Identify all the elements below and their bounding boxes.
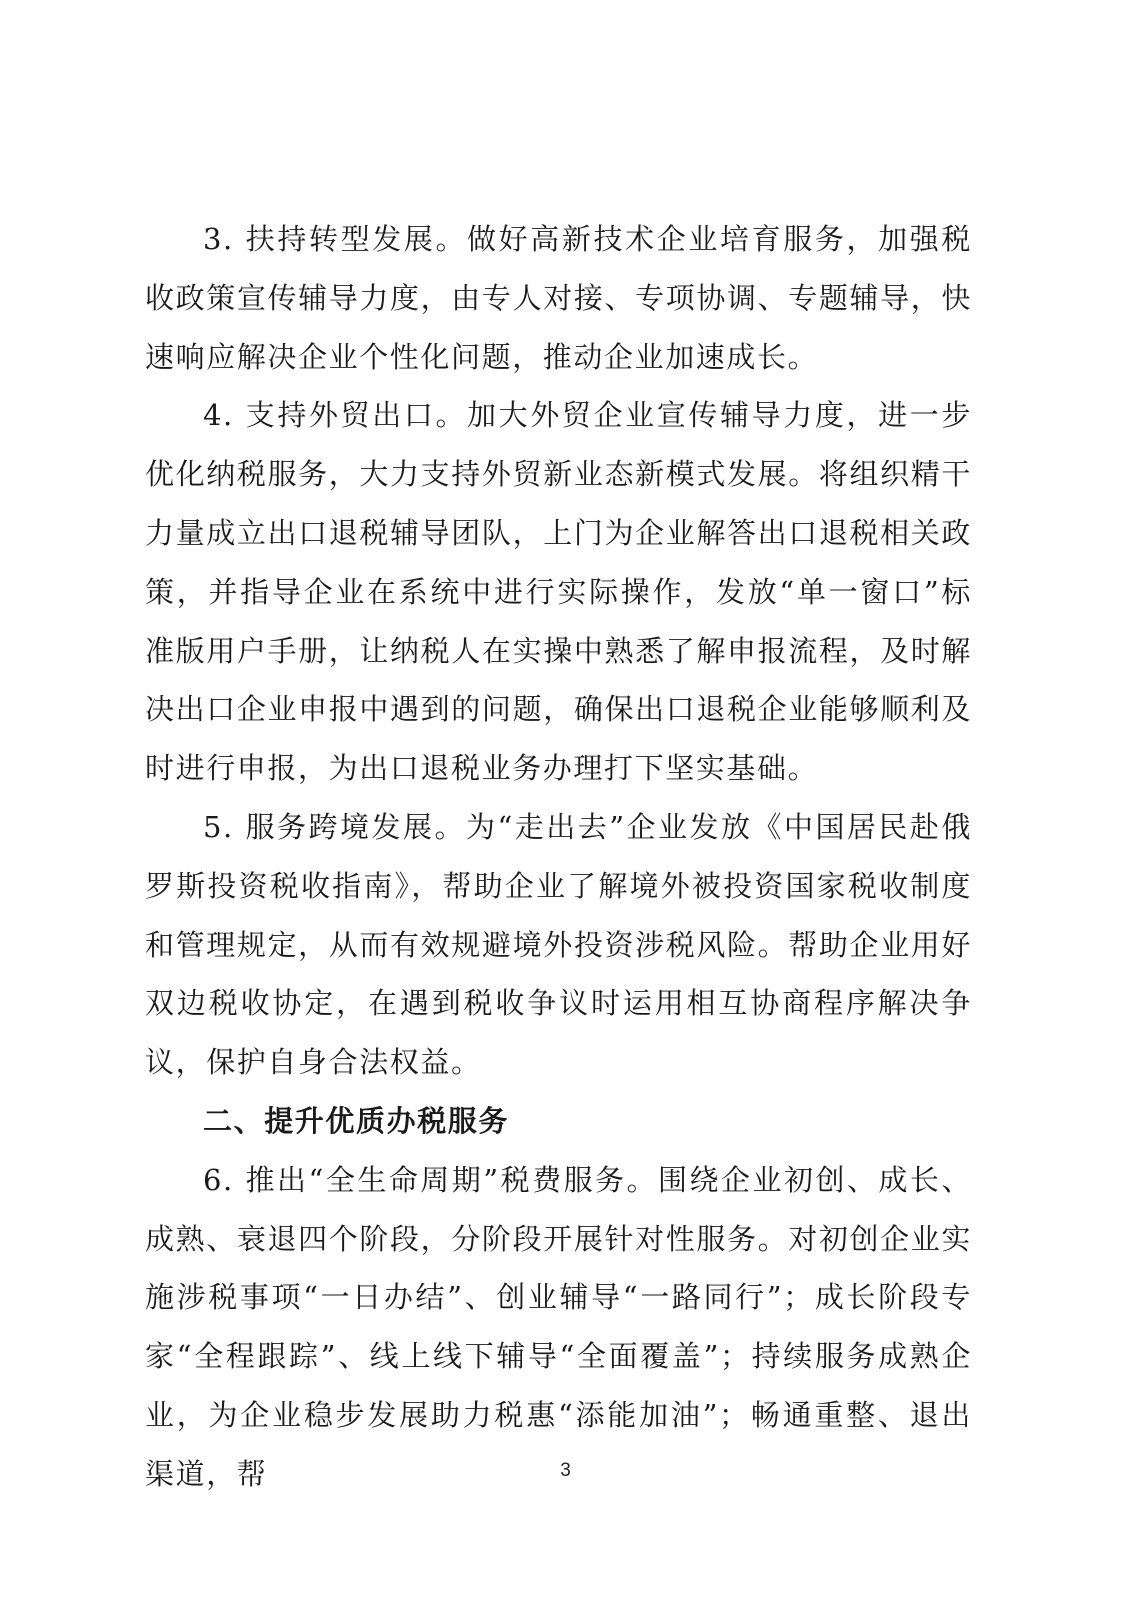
section-heading: 二、提升优质办税服务	[203, 1103, 510, 1138]
paragraph-6-lifecycle-service: 6. 推出“全生命周期”税费服务。围绕企业初创、成长、成熟、衰退四个阶段，分阶段开展针对性服务。对初创企业实施涉税事项“一日办结”、创业辅导“一路同行”；成长阶段专家“全程跟踪”、线上线下辅导“全面覆盖”；持续服务成熟企业，为企业稳步发展助力税惠“添能加油”；畅通重整、退出渠道，帮	[145, 1162, 972, 1491]
document-body	[145, 210, 972, 1504]
page-number: 3	[560, 1460, 571, 1481]
paragraph-5-cross-border: 5. 服务跨境发展。为“走出去”企业发放《中国居民赴俄罗斯投资税收指南》，帮助企业了解境外被投资国家税收制度和管理规定，从而有效规避境外投资涉税风险。帮助企业用好双边税收协定，在遇到税收争议时运用相互协商程序解决争议，保护自身合法权益。	[145, 809, 972, 1080]
paragraph-4-foreign-trade: 4. 支持外贸出口。加大外贸企业宣传辅导力度，进一步优化纳税服务，大力支持外贸新业态新模式发展。将组织精干力量成立出口退税辅导团队，上门为企业解答出口退税相关政策，并指导企业在系统中进行实际操作，发放“单一窗口”标准版用户手册，让纳税人在实操中熟悉了解申报流程，及时解决出口企业申报中遇到的问题，确保出口退税企业能够顺利及时进行申报，为出口退税业务办理打下坚实基础。	[145, 398, 972, 786]
paragraph-3-transformation: 3. 扶持转型发展。做好高新技术企业培育服务，加强税收政策宣传辅导力度，由专人对接、专项协调、专题辅导，快速响应解决企业个性化问题，推动企业加速成长。	[145, 222, 972, 374]
